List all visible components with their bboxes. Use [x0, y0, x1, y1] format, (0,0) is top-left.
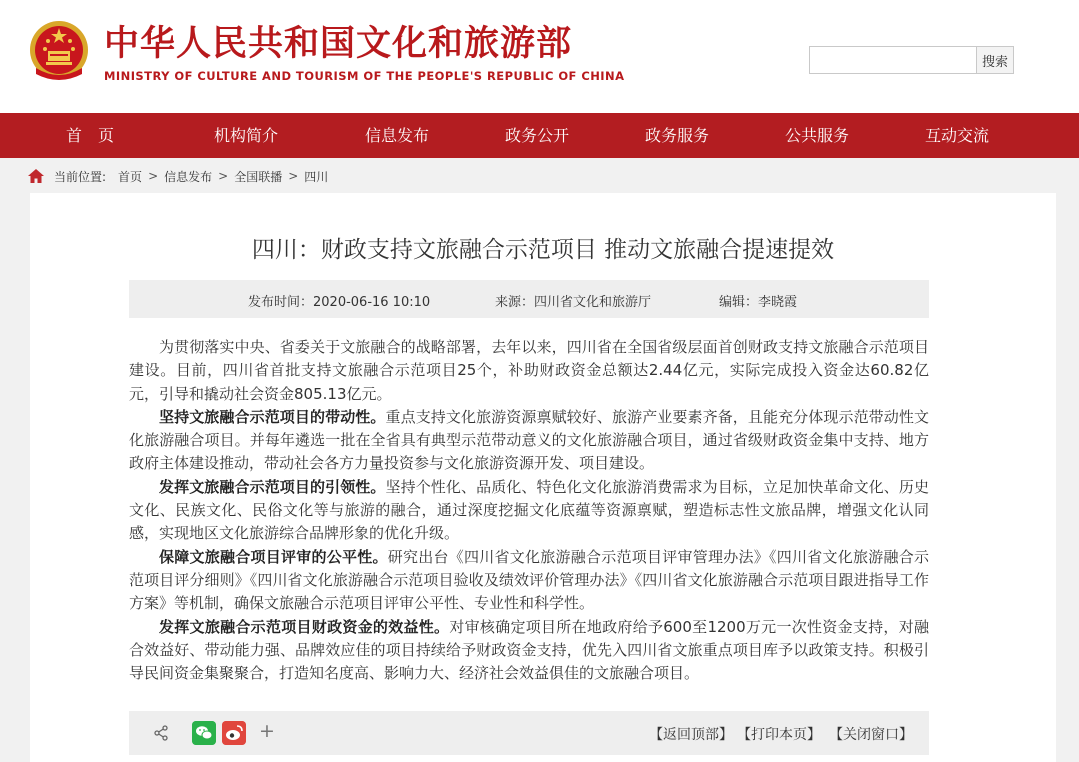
article-paragraph — [129, 336, 929, 406]
paragraph-text: 研究出台《四川省文化旅游融合示范项目评审管理办法》《四川省文化旅游融合示范项目评分细则》《四川省文化旅游融合示范项目验收及绩效评价管理办法》《四川省文化旅游融合示范项目跟进指导工作方案》等机制，确保文旅融合示范项目评审公平性、专业性和科学性。 — [129, 547, 929, 613]
plus-icon[interactable]: + — [259, 720, 275, 742]
breadcrumb-home[interactable]: 首页 — [118, 169, 143, 184]
article-source: 来源：四川省文化和旅游厅 — [495, 295, 652, 310]
breadcrumb-separator: > — [148, 169, 159, 183]
nav-item-home[interactable]: 首 页 — [66, 126, 115, 145]
paragraph-lead: 保障文旅融合项目评审的公平性。 — [159, 547, 388, 566]
paragraph-lead: 发挥文旅融合示范项目财政资金的效益性。 — [159, 617, 450, 636]
paragraph-text: 对审核确定项目所在地政府给予600至1200万元一次性资金支持，对融合效益好、带动能力强、品牌效应佳的项目持续给予财政资金支持，优先入四川省文旅重点项目库予以政策支持。积极引导民间资金集聚聚合，打造知名度高、影响力大、经济社会效益俱佳的文旅融合项目。 — [129, 617, 929, 683]
nav-item-government-services[interactable]: 政务服务 — [645, 126, 710, 145]
paragraph-text: 坚持个性化、品质化、特色化文化旅游消费需求为目标，立足加快革命文化、历史文化、民族文化、民俗文化等与旅游的融合，通过深度挖掘文化底蕴等资源禀赋，塑造标志性文旅品牌，增强文化认同感，实现地区文化旅游综合品牌形象的优化升级。 — [129, 477, 929, 543]
nav-item-about[interactable]: 机构简介 — [214, 126, 279, 145]
article-toolbar — [129, 711, 929, 755]
breadcrumb-news[interactable]: 信息发布 — [164, 169, 213, 184]
article-paragraph — [129, 476, 929, 546]
weibo-icon[interactable] — [222, 721, 246, 745]
site-title: 中华人民共和国文化和旅游部 — [104, 23, 573, 64]
article-title: 四川：财政支持文旅融合示范项目 推动文旅融合提速提效 — [251, 237, 835, 263]
breadcrumb-prefix: 当前位置: — [54, 169, 107, 184]
site-subtitle: MINISTRY OF CULTURE AND TOURISM OF THE PEOPLE'S REPUBLIC OF CHINA — [104, 69, 625, 83]
article-meta — [129, 280, 929, 318]
paragraph-lead: 坚持文旅融合示范项目的带动性。 — [159, 407, 386, 426]
breadcrumb-national[interactable]: 全国联播 — [234, 169, 283, 184]
nav-item-government-affairs[interactable]: 政务公开 — [505, 126, 570, 145]
share-icon[interactable] — [153, 725, 169, 741]
paragraph-lead: 发挥文旅融合示范项目的引领性。 — [159, 477, 386, 496]
nav-item-news[interactable]: 信息发布 — [365, 126, 430, 145]
paragraph-text: 重点支持文化旅游资源禀赋较好、旅游产业要素齐备，且能充分体现示范带动性文化旅游融合项目。并每年遴选一批在全省具有典型示范带动意义的文化旅游融合项目，通过省级财政资金集中支持、地方政府主体建设推动，带动社会各方力量投资参与文化旅游资源开发、项目建设。 — [129, 407, 929, 473]
print-page-link[interactable]: 【打印本页】 — [737, 727, 821, 743]
article-body — [129, 336, 929, 685]
main-nav — [0, 113, 1079, 158]
close-window-link[interactable]: 【关闭窗口】 — [829, 727, 913, 743]
nav-item-public-services[interactable]: 公共服务 — [785, 126, 850, 145]
nav-item-interaction[interactable]: 互动交流 — [925, 126, 990, 145]
national-emblem-icon[interactable] — [28, 18, 90, 84]
article-editor: 编辑：李晓霞 — [719, 295, 798, 310]
article-panel — [30, 193, 1056, 762]
breadcrumb-separator: > — [288, 169, 299, 183]
home-icon — [28, 169, 44, 183]
article-paragraph — [129, 546, 929, 616]
breadcrumb-separator: > — [218, 169, 229, 183]
search-input[interactable] — [809, 46, 977, 74]
wechat-icon[interactable] — [192, 721, 216, 745]
publish-time: 发布时间：2020-06-16 10:10 — [248, 295, 431, 310]
breadcrumb — [28, 167, 328, 185]
search-button[interactable]: 搜索 — [977, 46, 1014, 74]
site-header — [0, 0, 1079, 113]
article-paragraph — [129, 616, 929, 686]
article-paragraph — [129, 406, 929, 476]
back-to-top-link[interactable]: 【返回顶部】 — [649, 727, 733, 743]
paragraph-text: 为贯彻落实中央、省委关于文旅融合的战略部署，去年以来，四川省在全国省级层面首创财政支持文旅融合示范项目建设。目前，四川省首批支持文旅融合示范项目25个，补助财政资金总额达2.44亿元，实际完成投入资金达60.82亿元，引导和撬动社会资金805.13亿元。 — [129, 338, 929, 403]
breadcrumb-sichuan[interactable]: 四川 — [304, 169, 329, 184]
